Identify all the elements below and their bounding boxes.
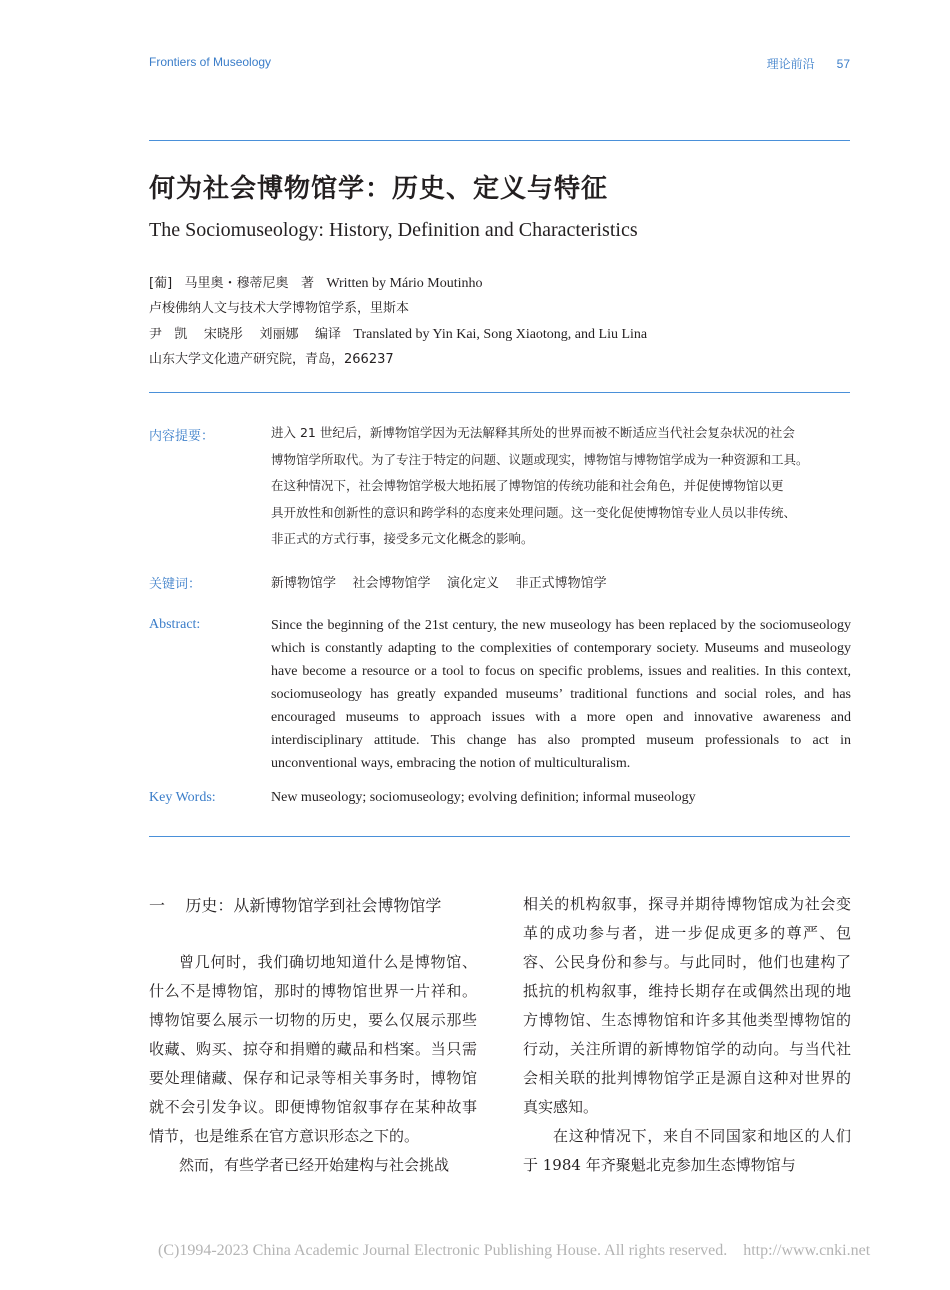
page-number: 57: [836, 57, 850, 71]
body-column-left: [149, 948, 477, 1180]
body-paragraph: 然而，有些学者已经开始建构与社会挑战: [179, 1156, 450, 1174]
translator-affiliation: 山东大学文化遗产研究院，青岛，266237: [149, 352, 394, 367]
author-affiliation: 卢梭佛纳人文与技术大学博物馆学系，里斯本: [149, 301, 410, 316]
section-name: 理论前沿: [766, 57, 815, 71]
abstract-cn-line: 博物馆学所取代。为了专注于特定的问题、议题或现实，博物馆与博物馆学成为一种资源和工具。: [271, 451, 809, 467]
copyright-footer: (C)1994-2023 China Academic Journal Electronic Publishing House. All rights reserved. http://www.cnki.net: [158, 1242, 871, 1259]
page-header-right: [767, 55, 850, 72]
translator-cn: 尹 凯 宋晓彤 刘丽娜 编译: [149, 327, 341, 342]
abstract-cn-line: 非正式的方式行事，接受多元文化概念的影响。: [271, 531, 534, 546]
body-paragraph: 曾几何时，我们确切地知道什么是博物馆、什么不是博物馆，那时的博物馆世界一片祥和。博物馆要么展示一切物的历史，要么仅展示那些收藏、购买、掠夺和捐赠的藏品和档案。当只需要处理储藏、保存和记录等相关事务时，博物馆就不会引发争议。即便博物馆叙事存在某种故事情节，也是维系在官方意识形态之下的。: [149, 953, 477, 1145]
keywords-cn: 新博物馆学 社会博物馆学 演化定义 非正式博物馆学: [271, 576, 607, 591]
journal-name: Frontiers of Museology: [149, 55, 272, 69]
translator-line: [149, 323, 647, 343]
body-paragraph: 在这种情况下，来自不同国家和地区的人们于 1984 年齐聚魁北克参加生态博物馆与: [523, 1127, 851, 1174]
keywords-en-label: Key Words:: [149, 790, 216, 805]
abstract-cn-line: 具开放性和创新性的意识和跨学科的态度来处理问题。这一变化促使博物馆专业人员以非传统、: [271, 504, 797, 520]
body-paragraph-continued: 相关的机构叙事，探寻并期待博物馆成为社会变革的成功参与者，进一步促成更多的尊严、包容、公民身份和参与。与此同时，他们也建构了抵抗的机构叙事，维持长期存在或偶然出现的地方博物馆、生态博物馆和许多其他类型博物馆的行动，关注所谓的新博物馆学的动向。与当代社会相关联的批判博物馆学正是源自这种对世界的真实感知。: [523, 895, 851, 1116]
top-rule: [149, 140, 850, 141]
abstract-cn-line: 在这种情况下，社会博物馆学极大地拓展了博物馆的传统功能和社会角色，并促使博物馆以更: [271, 478, 784, 493]
keywords-en: New museology; sociomuseology; evolving definition; informal museology: [271, 790, 696, 805]
mid-rule: [149, 392, 850, 393]
body-column-right: [523, 890, 851, 1180]
abstract-cn-line: 进入 21 世纪后，新博物馆学因为无法解释其所处的世界而被不断适应当代社会复杂状况的社会: [271, 425, 795, 440]
abstract-en-label: Abstract:: [149, 617, 201, 632]
author-line: [149, 272, 483, 292]
title-english: The Sociomuseology: History, Definition and Characteristics: [149, 219, 638, 241]
author-en: Written by Mário Moutinho: [326, 276, 483, 291]
section-heading: 一 历史：从新博物馆学到社会博物馆学: [149, 896, 442, 915]
author-cn: [葡] 马里奥・穆蒂尼奥 著: [149, 276, 314, 291]
abstract-cn: [271, 420, 851, 553]
keywords-cn-label: 关键词：: [149, 577, 202, 592]
bottom-rule: [149, 836, 850, 837]
translator-en: Translated by Yin Kai, Song Xiaotong, and Liu Lina: [353, 327, 648, 342]
abstract-en: Since the beginning of the 21st century, the new museology has been replaced by the sociomuseology which is constantly adapting to the complexities of contemporary society. Museums and museology have become a resource or a tool to focus on specific problems, issues and realities. In this context, sociomuseology has greatly expanded museums’ traditional functions and social roles, and has encouraged museums to approach issues with a more open and innovative awareness and interdisciplinary attitude. This change has also prompted museum professionals to act in unconventional ways, embracing the notion of multiculturalism.: [271, 618, 851, 771]
title-chinese: 何为社会博物馆学：历史、定义与特征: [149, 174, 609, 204]
abstract-cn-label: 内容提要：: [149, 429, 215, 444]
